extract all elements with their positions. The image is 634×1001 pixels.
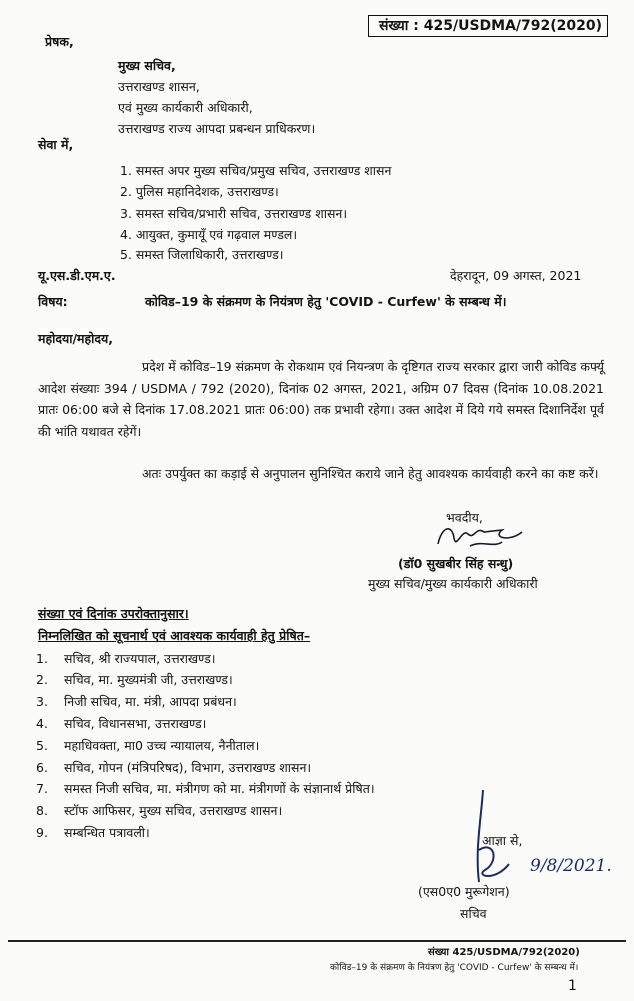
body-paragraph-1: प्रदेश में कोविड–19 संक्रमण के रोकथाम एवं नियन्त्रण के दृष्टिगत राज्य सरकार द्वारा जारी कोविड कर्फ्यू आदेश संख्याः 394 / USDMA / 792 (2020), दिनांक 02 अगस्त, 2021, अग्रिम 07 दिवस (दिनांक 10.08.2021 प्रातः 06:00 बजे से दिनांक 17.08.2021 प्रातः 06:00) तक प्रभावी रहेगा। उक्त आदेश में दिये गये समस्त दिशानिर्देश पूर्व की भांति यथावत रहेगें। [38, 359, 604, 439]
signatory-title: मुख्य सचिव/मुख्य कार्यकारी अधिकारी [368, 576, 538, 591]
footer-divider [8, 940, 626, 942]
copy-reference: संख्या एवं दिनांक उपरोक्तानुसार। [38, 606, 189, 621]
copy-list-item: 8. स्टॉफ आफिसर, मुख्य सचिव, उत्तराखण्ड शासन। [36, 803, 283, 818]
second-signatory-name: (एस0ए0 मुरूगेशन) [418, 884, 510, 899]
signature-1 [432, 520, 552, 554]
footer-reference: संख्या 425/USDMA/792(2020) [428, 947, 580, 958]
sender-line-2: उत्तराखण्ड शासन, [118, 79, 200, 94]
copy-list-item: 5. महाधिवक्ता, मा0 उच्च न्यायालय, नैनीताल। [36, 738, 260, 753]
copy-list-item: 2. सचिव, मा. मुख्यमंत्री जी, उत्तराखण्ड। [36, 672, 233, 687]
subject-text: कोविड–19 के संक्रमण के नियंत्रण हेतु 'COVID - Curfew' के सम्बन्ध में। [145, 294, 507, 309]
sender-line-3: एवं मुख्य कार्यकारी अधिकारी, [118, 100, 253, 115]
handwritten-date: 9/8/2021. [530, 856, 612, 876]
sender-line-4: उत्तराखण्ड राज्य आपदा प्रबन्धन प्राधिकरण। [118, 121, 316, 136]
salutation: महोदया/महोदय, [38, 331, 114, 346]
second-signatory-title: सचिव [460, 906, 487, 921]
sender-label: प्रेषक, [45, 34, 74, 49]
sender-line-1: मुख्य सचिव, [118, 58, 176, 73]
recipients-label: सेवा में, [38, 137, 74, 152]
order-by: आज्ञा से, [482, 833, 523, 848]
recipient-item: 1. समस्त अपर मुख्य सचिव/प्रमुख सचिव, उत्तराखण्ड शासन [120, 163, 392, 178]
recipient-item: 3. समस्त सचिव/प्रभारी सचिव, उत्तराखण्ड शासन। [120, 206, 348, 221]
recipient-item: 4. आयुक्त, कुमायूँ एवं गढ़वाल मण्डल। [120, 227, 298, 242]
body-paragraph-2: अतः उपर्युक्त का कड़ाई से अनुपालन सुनिश्चित कराये जाने हेतु आवश्यक कार्यवाही करने का कष्ट करें। [142, 466, 599, 481]
copy-list-item: 4. सचिव, विधानसभा, उत्तराखण्ड। [36, 716, 207, 731]
copy-heading: निम्नलिखित को सूचनार्थ एवं आवश्यक कार्यवाही हेतु प्रेषित– [38, 628, 311, 643]
dept-abbreviation: यू.एस.डी.एम.ए. [38, 268, 116, 283]
copy-list-item: 1. सचिव, श्री राज्यपाल, उत्तराखण्ड। [36, 651, 216, 666]
recipient-item: 5. समस्त जिलाधिकारी, उत्तराखण्ड। [120, 247, 284, 262]
place-date: देहरादून, 09 अगस्त, 2021 [450, 268, 582, 283]
subject-label: विषय: [38, 294, 68, 309]
closing: भवदीय, [446, 510, 483, 525]
copy-list-item: 9. सम्बन्धित पत्रावली। [36, 825, 150, 840]
copy-list-item: 7. समस्त निजी सचिव, मा. मंत्रीगण को मा. मंत्रीगणों के संज्ञानार्थ प्रेषित। [36, 781, 375, 796]
reference-number: संख्या : 425/USDMA/792(2020) [368, 15, 608, 37]
recipient-item: 2. पुलिस महानिदेशक, उत्तराखण्ड। [120, 184, 279, 199]
copy-list-item: 3. निजी सचिव, मा. मंत्री, आपदा प्रबंधन। [36, 694, 237, 709]
signatory-name: (डॉ0 सुखबीर सिंह सन्धु) [398, 556, 514, 571]
page-number: 1 [568, 978, 577, 994]
footer-subject: कोविड–19 के संक्रमण के नियंत्रण हेतु 'COVID - Curfew' के सम्बन्ध में। [330, 963, 579, 973]
copy-list-item: 6. सचिव, गोपन (मंत्रिपरिषद), विभाग, उत्तराखण्ड शासन। [36, 760, 312, 775]
